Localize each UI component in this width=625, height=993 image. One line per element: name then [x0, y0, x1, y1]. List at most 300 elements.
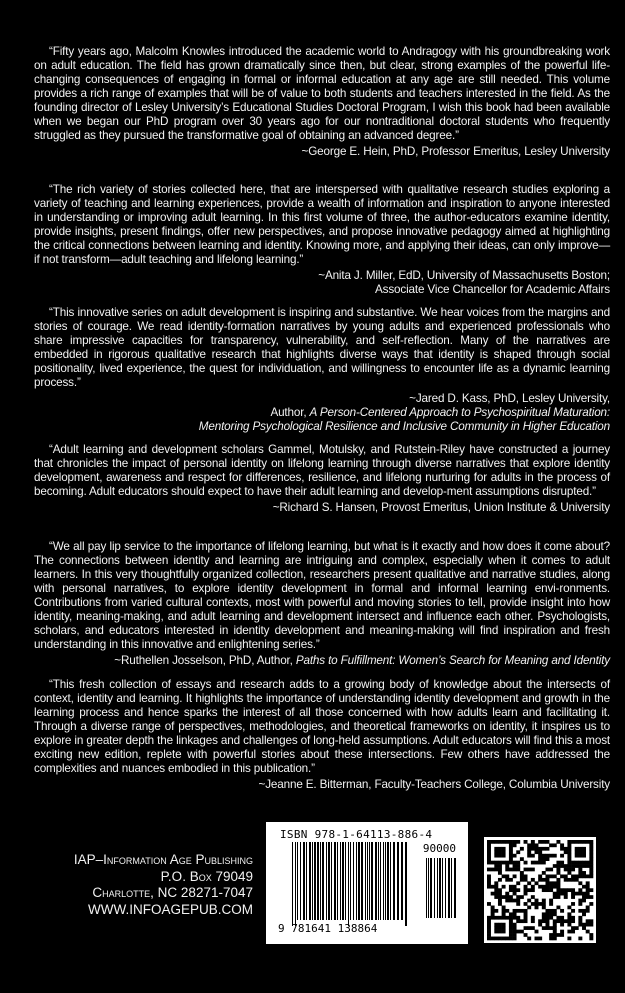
qr-module — [575, 847, 579, 851]
qr-module — [549, 843, 553, 847]
qr-module — [524, 885, 528, 889]
qr-module — [524, 912, 528, 916]
qr-module — [535, 850, 539, 854]
qr-module — [549, 854, 553, 858]
qr-module — [556, 840, 560, 844]
qr-module — [578, 909, 582, 913]
qr-module — [589, 919, 593, 923]
qr-module — [560, 909, 564, 913]
qr-module — [589, 874, 593, 878]
qr-module — [549, 874, 553, 878]
qr-module — [553, 864, 557, 868]
qr-module — [498, 937, 502, 941]
qr-module — [571, 888, 575, 892]
qr-module — [549, 885, 553, 889]
qr-module — [556, 868, 560, 872]
qr-module — [578, 868, 582, 872]
qr-module — [516, 919, 520, 923]
qr-module — [487, 874, 491, 878]
qr-module — [516, 868, 520, 872]
qr-module — [578, 923, 582, 927]
qr-module — [502, 906, 506, 910]
qr-module — [575, 926, 579, 930]
qr-module — [513, 854, 517, 858]
qr-module — [571, 916, 575, 920]
qr-module — [589, 861, 593, 865]
qr-module — [498, 930, 502, 934]
qr-module — [567, 857, 571, 861]
qr-module — [586, 909, 590, 913]
qr-module — [560, 916, 564, 920]
qr-module — [571, 895, 575, 899]
qr-module — [582, 892, 586, 896]
qr-module — [586, 906, 590, 910]
quote-text: “Adult learning and development scholars Gammel, Motulsky, and Rutstein-Riley have constructed a journey that chronicles the impact of personal identity on lifelong learning through diverse narratives that explore identity development, awareness and respect for differences, resilience, and lifelong nurturing for adults in the process of becoming. Adult educators should expect to have their adult learning and develop-ment assumptions disrupted.” — [34, 443, 610, 498]
qr-module — [586, 861, 590, 865]
quote-josselson — [34, 540, 610, 668]
qr-module — [571, 930, 575, 934]
qr-module — [498, 861, 502, 865]
qr-module — [509, 895, 513, 899]
qr-module — [556, 933, 560, 937]
barcode-bar — [356, 842, 357, 920]
qr-module — [491, 912, 495, 916]
qr-module — [545, 916, 549, 920]
qr-module — [560, 854, 564, 858]
quote-text: “This innovative series on adult development is inspiring and substantive. We hear voices from the margins and stories of courage. We read identity-formation narratives by young adults and experienced professionals who share impressive capacities for transparency, vulnerability, and self-reflection. Many of the narratives are embedded in rigorous qualitative research that highlights diverse ways that identity is shaped through social positionality, lived experience, the quest for individuation, and willingness to encounter life as a dynamic learning process.” — [34, 306, 610, 389]
qr-module — [524, 874, 528, 878]
qr-module — [586, 864, 590, 868]
qr-module — [538, 857, 542, 861]
qr-module — [567, 847, 571, 851]
qr-module — [516, 895, 520, 899]
qr-module — [502, 840, 506, 844]
qr-module — [560, 930, 564, 934]
qr-code-pattern — [484, 837, 596, 943]
barcode-bar — [303, 842, 305, 920]
qr-module — [564, 847, 568, 851]
qr-module — [498, 923, 502, 927]
qr-module — [542, 912, 546, 916]
qr-module — [578, 840, 582, 844]
quote-attribution — [34, 654, 610, 668]
barcode-bar — [430, 858, 432, 918]
qr-module — [545, 878, 549, 882]
qr-module — [589, 854, 593, 858]
qr-module — [531, 902, 535, 906]
quote-text: “The rich variety of stories collected here, that are interspersed with qualitative research studies exploring a variety of teaching and learning experiences, provide a wealth of information and inspiration to anyone interested in understanding or improving adult learning. In this first volume of three, the author-educators examine identity, provide insights, present findings, offer new perspectives, and propose innovative pedagogy aimed at highlighting the critical connections between learning and identity. Knowing more, and applying their ideas, can only improve—if not transform—adult teaching and lifelong learning.” — [34, 183, 610, 266]
book-subtitle: Mentoring Psychological Resilience and Inclusive Community in Higher Education — [198, 420, 610, 434]
qr-module — [509, 899, 513, 903]
barcode-bar — [295, 842, 296, 926]
qr-module — [575, 840, 579, 844]
quote-text: “Fifty years ago, Malcolm Knowles introduced the academic world to Andragogy with his groundbreaking work on adult education. The field has grown dramatically since then, but clear, strong examples of the powerful life-changing consequences of engaging in formal or informal education at any age are still needed. This volume provides a rich range of examples that will be of value to both students and teachers interested in the field. As the founding director of Lesley University’s Educational Studies Doctoral Program, I wish this book had been available when we began our PhD program over 30 years ago for our nontraditional doctoral students who frequently struggled as they pursued the transformative goal of obtaining an advanced degree.” — [34, 45, 610, 142]
qr-module — [564, 892, 568, 896]
qr-module — [524, 916, 528, 920]
qr-module — [494, 864, 498, 868]
qr-module — [549, 868, 553, 872]
qr-module — [586, 840, 590, 844]
qr-module — [535, 881, 539, 885]
qr-module — [509, 937, 513, 941]
qr-module — [491, 909, 495, 913]
qr-module — [578, 861, 582, 865]
qr-module — [586, 930, 590, 934]
qr-module — [542, 902, 546, 906]
publisher-address-2: Charlotte, NC 28271-7047 — [92, 885, 253, 900]
qr-module — [560, 933, 564, 937]
ean-digits: 9 781641 138864 — [278, 922, 378, 935]
qr-module — [586, 895, 590, 899]
book-title: A Person-Centered Approach to Psychospiritual Maturation: — [309, 406, 610, 420]
qr-module — [571, 864, 575, 868]
qr-module — [586, 881, 590, 885]
barcode-bar — [345, 842, 346, 920]
qr-module — [487, 916, 491, 920]
qr-module — [538, 874, 542, 878]
qr-module — [589, 850, 593, 854]
quote-hein — [34, 45, 610, 159]
barcode-bar — [306, 842, 307, 920]
qr-module — [553, 874, 557, 878]
qr-module — [582, 850, 586, 854]
qr-module — [553, 930, 557, 934]
qr-module — [491, 861, 495, 865]
qr-module — [535, 847, 539, 851]
qr-module — [524, 919, 528, 923]
qr-module — [487, 923, 491, 927]
qr-module — [556, 881, 560, 885]
qr-module — [567, 888, 571, 892]
barcode-bar — [401, 842, 403, 920]
qr-module — [586, 874, 590, 878]
qr-module — [575, 878, 579, 882]
qr-module — [502, 885, 506, 889]
qr-module — [549, 888, 553, 892]
qr-module — [487, 868, 491, 872]
barcode-bar — [390, 842, 391, 920]
qr-module — [542, 857, 546, 861]
qr-module — [556, 895, 560, 899]
barcode-bar — [367, 842, 368, 920]
qr-module — [505, 874, 509, 878]
qr-module — [502, 909, 506, 913]
qr-module — [531, 888, 535, 892]
qr-module — [487, 919, 491, 923]
qr-module — [582, 909, 586, 913]
qr-module — [509, 885, 513, 889]
qr-module — [578, 881, 582, 885]
qr-module — [509, 840, 513, 844]
quote-attribution — [34, 778, 610, 792]
qr-module — [524, 840, 528, 844]
qr-module — [494, 937, 498, 941]
qr-module — [545, 857, 549, 861]
publisher-info — [74, 852, 253, 918]
qr-module — [509, 878, 513, 882]
qr-module — [549, 902, 553, 906]
qr-module — [487, 861, 491, 865]
qr-module — [502, 854, 506, 858]
qr-module — [498, 899, 502, 903]
qr-module — [549, 909, 553, 913]
qr-module — [542, 926, 546, 930]
qr-module — [524, 909, 528, 913]
qr-module — [498, 864, 502, 868]
qr-module — [494, 881, 498, 885]
qr-module — [494, 861, 498, 865]
qr-module — [509, 933, 513, 937]
qr-module — [531, 926, 535, 930]
qr-module — [494, 895, 498, 899]
qr-module — [582, 854, 586, 858]
qr-module — [502, 923, 506, 927]
qr-module — [589, 923, 593, 927]
qr-module — [560, 874, 564, 878]
qr-module — [571, 926, 575, 930]
qr-module — [567, 854, 571, 858]
qr-module — [556, 871, 560, 875]
qr-module — [516, 909, 520, 913]
qr-module — [571, 909, 575, 913]
barcode-bar — [405, 842, 407, 926]
qr-module — [487, 878, 491, 882]
qr-module — [527, 881, 531, 885]
qr-module — [487, 930, 491, 934]
qr-module — [505, 909, 509, 913]
qr-module — [567, 871, 571, 875]
qr-module — [513, 888, 517, 892]
qr-module — [513, 892, 517, 896]
qr-module — [524, 888, 528, 892]
qr-module — [513, 843, 517, 847]
barcode-bar — [337, 842, 338, 920]
barcode-bar — [426, 858, 427, 918]
qr-module — [494, 885, 498, 889]
qr-module — [556, 861, 560, 865]
qr-module — [567, 840, 571, 844]
qr-module — [549, 912, 553, 916]
qr-module — [505, 895, 509, 899]
qr-module — [498, 902, 502, 906]
qr-module — [531, 854, 535, 858]
qr-module — [524, 902, 528, 906]
qr-module — [567, 850, 571, 854]
qr-module — [571, 902, 575, 906]
attribution-prefix: Author, — [270, 406, 310, 420]
qr-module — [491, 868, 495, 872]
qr-module — [513, 916, 517, 920]
barcode-bar — [342, 842, 344, 920]
qr-module — [516, 850, 520, 854]
qr-module — [535, 937, 539, 941]
qr-module — [589, 843, 593, 847]
qr-module — [520, 919, 524, 923]
barcode-bar — [369, 842, 370, 920]
qr-module — [509, 919, 513, 923]
qr-module — [516, 840, 520, 844]
qr-module — [589, 933, 593, 937]
qr-module — [538, 854, 542, 858]
qr-module — [505, 868, 509, 872]
qr-module — [578, 902, 582, 906]
qr-module — [556, 906, 560, 910]
qr-module — [549, 899, 553, 903]
qr-module — [498, 926, 502, 930]
qr-module — [578, 937, 582, 941]
qr-module — [502, 916, 506, 920]
qr-module — [578, 871, 582, 875]
qr-module — [531, 843, 535, 847]
qr-module — [535, 906, 539, 910]
qr-module — [545, 868, 549, 872]
qr-module — [531, 840, 535, 844]
qr-module — [571, 840, 575, 844]
attribution-line — [34, 406, 610, 420]
qr-module — [575, 854, 579, 858]
qr-module — [567, 937, 571, 941]
publisher-website: WWW.INFOAGEPUB.COM — [88, 901, 253, 917]
qr-module — [545, 885, 549, 889]
qr-module — [524, 892, 528, 896]
qr-module — [538, 847, 542, 851]
qr-module — [542, 861, 546, 865]
isbn-barcode — [266, 822, 468, 944]
barcode-bar — [334, 842, 336, 920]
price-addon: 90000 — [422, 842, 456, 855]
qr-module — [564, 874, 568, 878]
qr-module — [494, 854, 498, 858]
qr-module — [538, 937, 542, 941]
qr-module — [538, 861, 542, 865]
qr-module — [556, 878, 560, 882]
isbn-label: ISBN 978-1-64113-886-4 — [280, 828, 433, 841]
qr-module — [567, 843, 571, 847]
qr-module — [509, 912, 513, 916]
qr-module — [502, 895, 506, 899]
qr-module — [513, 861, 517, 865]
quote-miller — [34, 183, 610, 297]
barcode-bar — [297, 842, 298, 920]
qr-module — [567, 923, 571, 927]
qr-module — [589, 864, 593, 868]
qr-module — [571, 878, 575, 882]
qr-module — [560, 843, 564, 847]
qr-module — [509, 930, 513, 934]
qr-module — [502, 847, 506, 851]
qr-module — [567, 930, 571, 934]
qr-module — [560, 847, 564, 851]
barcode-bar — [340, 842, 341, 920]
qr-module — [491, 916, 495, 920]
qr-module — [553, 926, 557, 930]
barcode-bar — [292, 842, 293, 926]
qr-module — [509, 888, 513, 892]
qr-module — [538, 840, 542, 844]
qr-module — [556, 919, 560, 923]
qr-module — [498, 868, 502, 872]
qr-module — [545, 840, 549, 844]
qr-module — [553, 912, 557, 916]
qr-module — [589, 847, 593, 851]
qr-module — [494, 930, 498, 934]
qr-module — [560, 888, 564, 892]
qr-module — [571, 861, 575, 865]
attribution-line: ~Jeanne E. Bitterman, Faculty-Teachers College, Columbia University — [258, 778, 610, 791]
qr-module — [538, 902, 542, 906]
qr-module — [524, 861, 528, 865]
qr-module — [567, 868, 571, 872]
qr-module — [560, 861, 564, 865]
qr-module — [513, 899, 517, 903]
barcode-bar — [317, 842, 319, 920]
qr-module — [578, 864, 582, 868]
qr-module — [498, 888, 502, 892]
barcode-bar — [397, 842, 399, 920]
qr-module — [538, 878, 542, 882]
qr-module — [516, 899, 520, 903]
qr-module — [516, 930, 520, 934]
barcode-bar — [387, 842, 389, 920]
qr-module — [575, 850, 579, 854]
qr-module — [589, 888, 593, 892]
qr-module — [582, 847, 586, 851]
qr-module — [553, 933, 557, 937]
qr-module — [505, 840, 509, 844]
qr-module — [509, 854, 513, 858]
qr-module — [567, 906, 571, 910]
barcode-bar — [309, 842, 311, 920]
qr-module — [516, 916, 520, 920]
qr-module — [487, 847, 491, 851]
qr-module — [513, 930, 517, 934]
qr-module — [545, 919, 549, 923]
barcode-bar — [437, 858, 438, 918]
qr-module — [513, 926, 517, 930]
qr-module — [516, 888, 520, 892]
qr-module — [549, 926, 553, 930]
barcode-bar — [326, 842, 327, 920]
qr-module — [535, 843, 539, 847]
qr-module — [553, 923, 557, 927]
barcode-bar — [331, 842, 332, 920]
qr-module — [556, 916, 560, 920]
qr-module — [571, 892, 575, 896]
barcode-bar — [434, 858, 435, 918]
qr-module — [487, 902, 491, 906]
barcode-bar — [300, 842, 301, 920]
qr-module — [491, 937, 495, 941]
qr-module — [564, 850, 568, 854]
qr-module — [505, 899, 509, 903]
qr-module — [531, 885, 535, 889]
qr-module — [560, 923, 564, 927]
barcode-bar — [454, 858, 456, 918]
qr-module — [564, 888, 568, 892]
qr-module — [520, 909, 524, 913]
qr-module — [553, 892, 557, 896]
qr-module — [556, 864, 560, 868]
qr-module — [520, 878, 524, 882]
qr-module — [586, 888, 590, 892]
qr-module — [553, 885, 557, 889]
qr-module — [553, 895, 557, 899]
barcode-bar — [375, 842, 377, 920]
qr-module — [556, 888, 560, 892]
qr-module — [524, 933, 528, 937]
qr-module — [516, 861, 520, 865]
qr-module — [498, 854, 502, 858]
